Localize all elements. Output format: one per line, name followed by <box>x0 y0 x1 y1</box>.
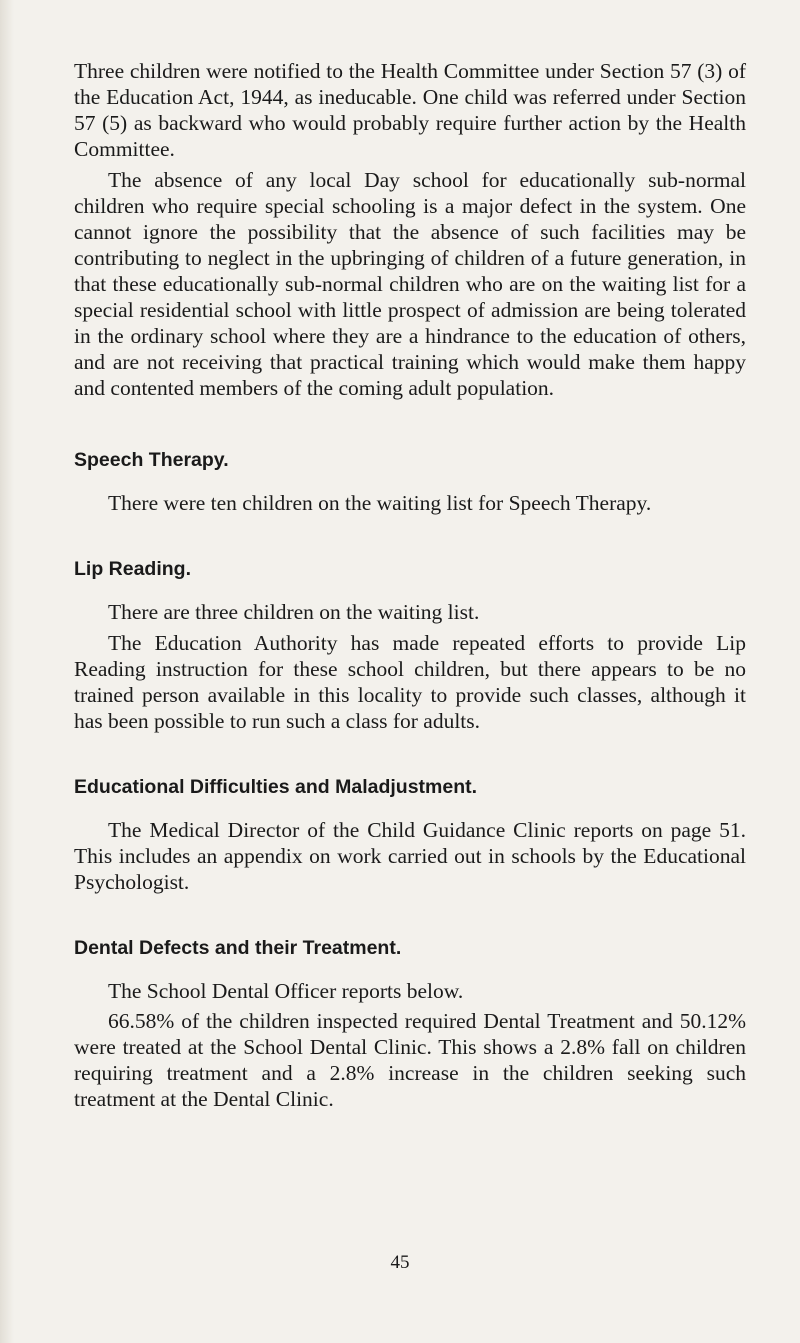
paragraph-ineducable-notifications: Three children were notified to the Health Committee under Section 57 (3) of the Education Act, 1944, as ineducable. One child was referred under Section 57 (5) as backward who would probably require further action by the Health Committee. <box>74 59 746 161</box>
heading-educational-difficulties: Educational Difficulties and Maladjustment. <box>74 776 478 798</box>
paragraph-lip-reading-waiting-list: There are three children on the waiting list. <box>108 600 480 624</box>
heading-lip-reading: Lip Reading. <box>74 558 191 580</box>
page-edge-shadow <box>0 0 14 1343</box>
paragraph-dental-officer: The School Dental Officer reports below. <box>108 979 464 1003</box>
paragraph-speech-therapy: There were ten children on the waiting list for Speech Therapy. <box>108 491 652 515</box>
page-number: 45 <box>390 1252 410 1273</box>
paragraph-lip-reading-efforts: The Education Authority has made repeated efforts to provide Lip Reading instruction for these school children, but there appears to be no trained person available in this locality to provide such classes, although it has been possible to run such a class for adults. <box>74 631 746 733</box>
paragraph-child-guidance: The Medical Director of the Child Guidance Clinic reports on page 51. This includes an appendix on work carried out in schools by the Educational Psychologist. <box>74 818 746 894</box>
heading-dental-defects: Dental Defects and their Treatment. <box>74 937 402 959</box>
heading-speech-therapy: Speech Therapy. <box>74 449 229 471</box>
paragraph-dental-statistics: 66.58% of the children inspected required Dental Treatment and 50.12% were treated at the School Dental Clinic. This shows a 2.8% fall on children requiring treatment and a 2.8% increase in the children seeking such treatment at the Dental Clinic. <box>74 1009 746 1111</box>
paragraph-day-school-absence: The absence of any local Day school for educationally sub-normal children who require special schooling is a major defect in the system. One cannot ignore the possibility that the absence of such facilities may be contributing to neglect in the upbringing of children of a future generation, in that these educationally sub-normal children who are on the waiting list for a special residential school with little prospect of admission are being tolerated in the ordinary school where they are a hindrance to the education of others, and are not receiving that practical training which would make them happy and contented members of the coming adult population. <box>74 168 746 400</box>
document-body <box>74 58 746 1112</box>
